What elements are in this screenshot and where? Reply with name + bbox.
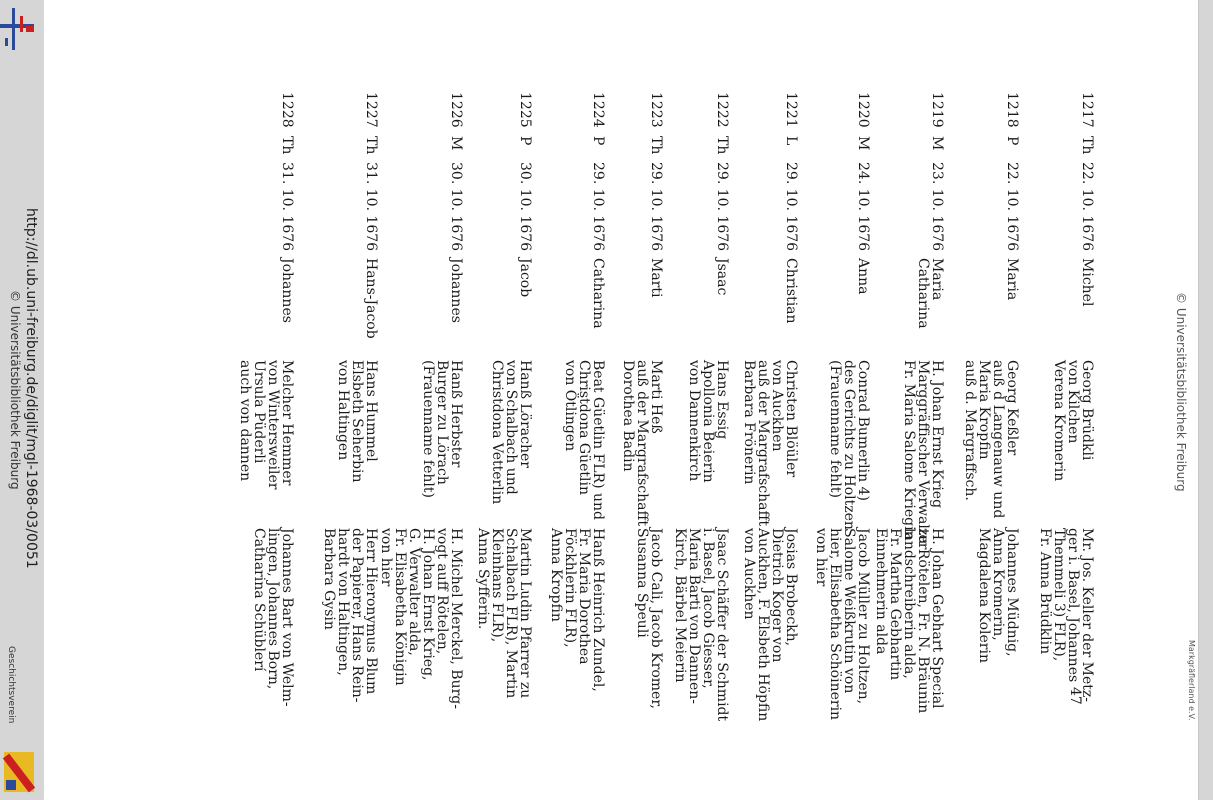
entry-parents bbox=[421, 360, 463, 540]
entry-parents bbox=[238, 360, 294, 540]
entry-godparents-line: vogt auff Rötelen, bbox=[434, 528, 450, 655]
entry-parents-line: Georg Keßler bbox=[1004, 360, 1020, 456]
entry-parents-line: Marti Heß bbox=[648, 360, 664, 434]
entry-godparents-line: Schalbach FLR), Martin bbox=[503, 528, 519, 699]
entry-child-name bbox=[280, 258, 294, 323]
entry-parents-line: von Kilchen bbox=[1065, 360, 1081, 444]
entry-parents-line: Maria Kropfin bbox=[976, 360, 992, 460]
entry-pastor: L bbox=[783, 136, 799, 146]
entry-parents-line: Hans Essig bbox=[714, 360, 730, 440]
entry-child-name-line: Maria bbox=[1004, 258, 1020, 301]
entry-child-name bbox=[715, 258, 729, 295]
entry-godparents bbox=[476, 528, 532, 728]
entry-parents-line: Hanß Löracher bbox=[517, 360, 533, 468]
entry-date: 31. 10. 1676 bbox=[279, 162, 295, 252]
entry-godparents-line: Themmeli 3) FLR), bbox=[1051, 528, 1067, 662]
entry-date: 29. 10. 1676 bbox=[714, 162, 730, 252]
entry-godparents-line: Hanß Heinrich Zundel, bbox=[590, 528, 606, 692]
entry-parents-line: Christdona Vetterlin bbox=[489, 360, 505, 505]
entry-godparents-line: Fr. Elisabetha Königin bbox=[392, 528, 408, 686]
library-logo-icon bbox=[0, 8, 40, 50]
entry-child-name bbox=[364, 258, 378, 339]
entry-godparents-line: Jsaac Schäffer der Schmidt bbox=[714, 528, 730, 722]
entry-date: 31. 10. 1676 bbox=[363, 162, 379, 252]
entry-godparents-line: von hier bbox=[813, 528, 829, 587]
entry-parents-line: von Schalbach und bbox=[503, 360, 519, 495]
entry-parents-line: von Wintersweiler bbox=[265, 360, 281, 490]
entry-parents-line: von Auckhen bbox=[769, 360, 785, 452]
entry-godparents-line: Anna Kropfin bbox=[548, 528, 564, 622]
footer-url[interactable]: http://dl.ub.uni-freiburg.de/diglit/mgl-1968-03/0051 bbox=[23, 208, 39, 569]
entry-parents-line: Hans Hummel bbox=[363, 360, 379, 462]
entry-godparents-line: Kleinhans FLR), bbox=[489, 528, 505, 643]
entry-parents-line: von Ötlingen bbox=[562, 360, 578, 452]
entry-child-name-line: Michel bbox=[1079, 258, 1095, 307]
entry-child-name bbox=[1005, 258, 1019, 300]
entry-godparents bbox=[742, 528, 798, 728]
entry-godparents bbox=[549, 528, 605, 728]
entry-date: 29. 10. 1676 bbox=[648, 162, 664, 252]
entry-godparents-line: Salome Weißkrutin von bbox=[841, 528, 857, 694]
entry-number: 1226 bbox=[448, 92, 464, 128]
entry-godparents-line: H. Johan Ernst Krieg, bbox=[420, 528, 436, 681]
entry-child-name bbox=[856, 258, 870, 295]
entry-child-name-line: Johannes bbox=[279, 258, 295, 323]
entry-parents bbox=[963, 360, 1019, 540]
entry-godparents-line: Fr. Martha Gebhartin bbox=[887, 528, 903, 681]
entry-parents-line: von Dannenkirch bbox=[686, 360, 702, 482]
entry-godparents bbox=[379, 528, 463, 728]
entry-parents-line: Fr. Maria Salome Kriegin bbox=[901, 360, 917, 540]
entry-parents-line: auß d. Margraffsch. bbox=[962, 360, 978, 501]
entry-godparents-line: hier, Elisabetha Schöinerin bbox=[827, 528, 843, 721]
entry-godparents bbox=[673, 528, 729, 728]
entry-godparents-line: H. Michel Merckel, Burg- bbox=[448, 528, 464, 709]
entry-child-name-line: Christian bbox=[783, 258, 799, 324]
entry-date: 22. 10. 1676 bbox=[1079, 162, 1095, 252]
entry-parents-line: auß der Margrafschafft bbox=[634, 360, 650, 527]
entry-pastor: Th bbox=[1079, 136, 1095, 155]
entry-godparents bbox=[977, 528, 1019, 728]
society-crest-icon bbox=[0, 750, 40, 800]
entry-godparents-line: Einnehmerin alda bbox=[873, 528, 889, 655]
entry-child-name-line: Johannes bbox=[448, 258, 464, 323]
entry-parents bbox=[901, 360, 945, 550]
entry-child-name bbox=[784, 258, 798, 324]
entry-date: 24. 10. 1676 bbox=[855, 162, 871, 252]
entry-parents bbox=[336, 360, 378, 540]
entry-godparents-line: G. Verwalter alda, bbox=[406, 528, 422, 656]
entry-child-name-line: Maria bbox=[929, 258, 945, 301]
baptism-register-table bbox=[182, 92, 1095, 722]
entry-godparents-line: Johannes Müdnig, bbox=[1004, 528, 1020, 657]
entry-parents-line: (Frauenname fehlt) bbox=[420, 360, 436, 498]
entry-godparents bbox=[322, 528, 378, 728]
entry-godparents-line: Maria Barti von Dannen- bbox=[686, 528, 702, 704]
entry-number: 1220 bbox=[855, 92, 871, 128]
entry-godparents-line: zu Rötelen, Fr. N. Bräunin bbox=[915, 528, 931, 714]
entry-date: 29. 10. 1676 bbox=[590, 162, 606, 252]
entry-pastor: Th bbox=[363, 136, 379, 155]
entry-child-name-line: Hans-Jacob bbox=[363, 258, 379, 339]
entry-number: 1222 bbox=[714, 92, 730, 128]
entry-godparents-line: Susanna Speuli bbox=[634, 528, 650, 638]
entry-pastor: M bbox=[855, 136, 871, 151]
entry-number: 1224 bbox=[590, 92, 606, 128]
entry-pastor: Th bbox=[279, 136, 295, 155]
entry-parents-line: Marggräffischer Verwalter bbox=[915, 360, 931, 550]
entry-godparents-line: hardt von Haltingen, bbox=[335, 528, 351, 676]
entry-parents-line: des Gerichts zu Holtzen bbox=[841, 360, 857, 530]
entry-date: 22. 10. 1676 bbox=[1004, 162, 1020, 252]
entry-parents-line: Verena Kromerin bbox=[1051, 360, 1067, 482]
entry-godparents bbox=[635, 528, 663, 728]
entry-parents bbox=[1052, 360, 1094, 540]
entry-date: 30. 10. 1676 bbox=[448, 162, 464, 252]
entry-date: 29. 10. 1676 bbox=[783, 162, 799, 252]
entry-parents bbox=[687, 360, 729, 540]
entry-pastor: P bbox=[1004, 136, 1020, 146]
entry-parents bbox=[563, 360, 605, 540]
entry-child-name-line: Jsaac bbox=[714, 258, 730, 296]
entry-pastor: P bbox=[590, 136, 606, 146]
entry-number: 1225 bbox=[517, 92, 533, 128]
entry-number: 1227 bbox=[363, 92, 379, 128]
entry-child-name-line: Marti bbox=[648, 258, 664, 298]
entry-parents bbox=[828, 360, 870, 540]
entry-child-name bbox=[916, 258, 944, 329]
register-entry bbox=[94, 92, 295, 707]
entry-parents bbox=[490, 360, 532, 540]
entry-godparents-line: Herr Hieronymus Blum bbox=[363, 528, 379, 695]
entry-godparents-line: Fr. Maria Dorothea bbox=[576, 528, 592, 665]
entry-parents-line: Beat Güetlin FLR) und bbox=[590, 360, 606, 520]
entry-godparents-line: Jacob Müller zu Holtzen, bbox=[855, 528, 871, 705]
entry-date: 23. 10. 1676 bbox=[929, 162, 945, 252]
entry-godparents-line: Föckhlerin FLR), bbox=[562, 528, 578, 648]
entry-parents-line: Elsbeth Seherbin bbox=[349, 360, 365, 483]
entry-godparents-line: Mr. Jos. Keller der Metz- bbox=[1079, 528, 1095, 703]
entry-child-name bbox=[591, 258, 605, 329]
entry-parents-line: auch von dannen bbox=[237, 360, 253, 482]
entry-pastor: P bbox=[517, 136, 533, 146]
entry-godparents-line: Josias Brobeckh, bbox=[783, 528, 799, 647]
entry-parents-line: H. Johan Ernst Krieg bbox=[929, 360, 945, 509]
entry-godparents-line: Barbara Gysin bbox=[321, 528, 337, 630]
entry-parents-line: Apollonia Beierin bbox=[700, 360, 716, 483]
entry-parents bbox=[621, 360, 663, 540]
entry-godparents-line: i. Basel, Jacob Giesser, bbox=[700, 528, 716, 689]
right-viewer-gutter bbox=[1198, 0, 1213, 800]
header-society-clipped: Markgräflerland e.V. bbox=[1187, 640, 1196, 721]
entry-parents-line: Barbara Frönerin bbox=[741, 360, 757, 485]
entry-godparents-line: Kirch, Bärbel Meierin bbox=[672, 528, 688, 683]
entry-godparents-line: Anna Syfferin. bbox=[475, 528, 491, 630]
entry-parents bbox=[742, 360, 798, 540]
entry-parents-line: Burger zu Lörach bbox=[434, 360, 450, 485]
entry-number: 1217 bbox=[1079, 92, 1095, 128]
entry-parents-line: Dorothea Badin bbox=[620, 360, 636, 472]
entry-godparents-line: lingen, Johannes Born, bbox=[265, 528, 281, 690]
header-library-clipped: © Universitätsbibliothek Freiburg bbox=[1174, 292, 1188, 492]
entry-pastor: M bbox=[929, 136, 945, 151]
entry-godparents-line: der Papierer, Hans Rein- bbox=[349, 528, 365, 703]
entry-godparents bbox=[252, 528, 294, 728]
entry-godparents-line: von Auckhen bbox=[741, 528, 757, 620]
entry-parents-line: Melcher Hemmer bbox=[279, 360, 295, 486]
entry-pastor: Th bbox=[648, 136, 664, 155]
entry-parents-line: Christen Blöüler bbox=[783, 360, 799, 478]
entry-godparents bbox=[1038, 528, 1094, 728]
entry-child-name-line: Jacob bbox=[517, 258, 533, 298]
entry-child-name-line: Catharina bbox=[590, 258, 606, 329]
entry-godparents-line: Fr. Anna Brüdklin bbox=[1037, 528, 1053, 655]
entry-parents-line: Georg Brüdkli bbox=[1079, 360, 1095, 461]
page-number: 47 bbox=[1067, 687, 1083, 705]
entry-godparents-line: ger i. Basel, Johannes bbox=[1065, 528, 1081, 683]
entry-child-name bbox=[1080, 258, 1094, 306]
entry-parents-line: Conrad Bumerlin 4) bbox=[855, 360, 871, 501]
entry-child-name bbox=[518, 258, 532, 297]
entry-parents-line: Christdona Güetlin bbox=[576, 360, 592, 495]
entry-child-name bbox=[449, 258, 463, 323]
entry-godparents-line: Jacob Cali, Jacob Kromer, bbox=[648, 528, 664, 709]
entry-godparents-line: Johannes Bart von Welm- bbox=[279, 528, 295, 707]
entry-number: 1221 bbox=[783, 92, 799, 128]
footer-society: Geschichtsverein bbox=[6, 646, 16, 724]
entry-date: 30. 10. 1676 bbox=[517, 162, 533, 252]
entry-child-name bbox=[649, 258, 663, 297]
entry-parents-line: auß der Margrafschafft bbox=[755, 360, 771, 527]
entry-godparents-line: Dietrich Koger von bbox=[769, 528, 785, 663]
entry-godparents bbox=[814, 528, 870, 728]
entry-godparents-line: landschreiberin alda, bbox=[901, 528, 917, 679]
entry-parents-line: auß d Langenauw und bbox=[990, 360, 1006, 519]
entry-godparents-line: Catharina Schüblerí bbox=[251, 528, 267, 672]
entry-number: 1223 bbox=[648, 92, 664, 128]
entry-child-name-line: Catharina bbox=[915, 258, 931, 329]
entry-parents-line: Hanß Herbster bbox=[448, 360, 464, 468]
entry-parents-line: von Haltingen bbox=[335, 360, 351, 461]
entry-parents-line: (Frauenname fehlt) bbox=[827, 360, 843, 498]
footer-institution: © Universitätsbibliothek Freiburg bbox=[8, 290, 22, 490]
entry-child-name-line: Anna bbox=[855, 258, 871, 295]
entry-godparents-line: Auckhen, F. Elsbeth Höpfin bbox=[755, 528, 771, 722]
entry-godparents-line: Magdalena Kolerin bbox=[976, 528, 992, 663]
entry-godparents-line: von hier bbox=[378, 528, 394, 587]
entry-number: 1219 bbox=[929, 92, 945, 128]
entry-pastor: M bbox=[448, 136, 464, 151]
entry-parents-line: Ursula Püderli bbox=[251, 360, 267, 464]
entry-godparents-line: H. Johan Gebhart Special bbox=[929, 528, 945, 709]
entry-pastor: Th bbox=[714, 136, 730, 155]
entry-number: 1228 bbox=[279, 92, 295, 128]
entry-godparents-line: Anna Kromerin, bbox=[990, 528, 1006, 641]
entry-godparents-line: Martin Ludin Pfarrer zu bbox=[517, 528, 533, 699]
entry-number: 1218 bbox=[1004, 92, 1020, 128]
entry-godparents bbox=[874, 528, 944, 728]
